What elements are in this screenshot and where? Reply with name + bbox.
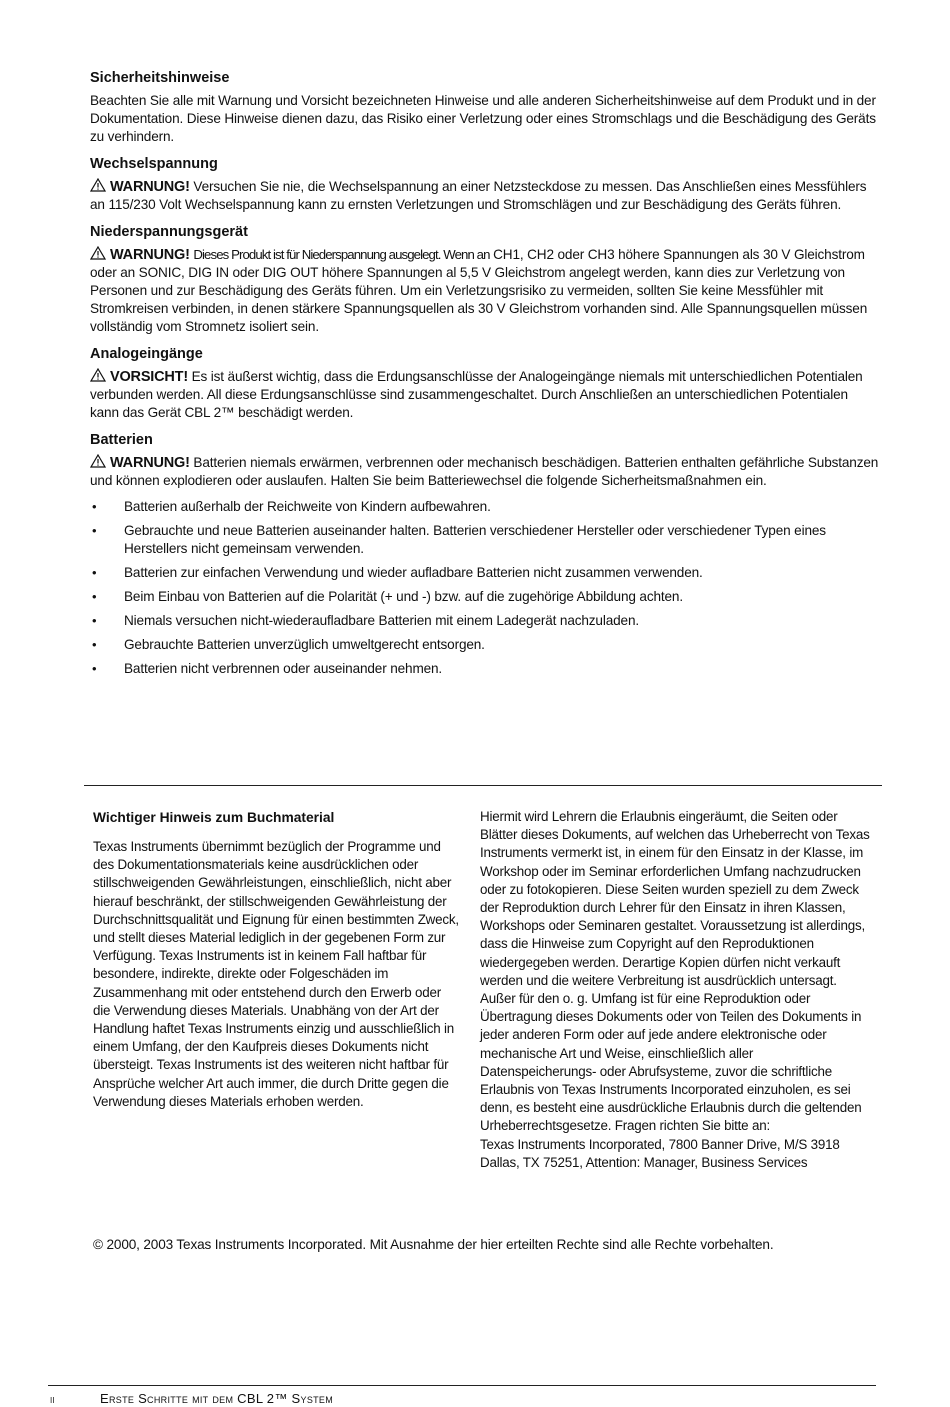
- analog-heading: Analogeingänge: [90, 346, 203, 362]
- list-item: [90, 636, 880, 654]
- low-voltage-warning-text: CH1, CH2 oder CH3 höhere Spannungen als 30 V Gleichstrom oder an SONIC, DIG IN oder DIG OUT höhere Spannungen al 5,5 V Gleichstrom angelegt werden, kann dies zur Verletzung von Personen und zur Beschädigung des Geräts führen. Um ein Verletzungsrisiko zu vermeiden, sollten Sie keine Messfühler mit Stromkreisen verbinden, in denen stärkere Spannungsquellen als 30 V Gleichstrom vorhanden sind. Alle Spannungsquellen müssen vollständig vom Stromnetz isoliert sein.: [90, 247, 868, 334]
- bullet-icon: •: [92, 565, 97, 580]
- analog-warning: [90, 368, 880, 422]
- list-item-text: Beim Einbau von Batterien auf die Polarität (+ und -) bzw. auf die zugehörige Abbildung achten.: [124, 589, 683, 604]
- list-item: [90, 498, 880, 516]
- notice-right-column: [480, 808, 872, 1172]
- ac-warning: [90, 178, 880, 214]
- low-voltage-warning-label: WARNUNG!: [110, 247, 190, 263]
- safety-title: Sicherheitshinweise: [90, 70, 230, 86]
- list-item: [90, 588, 880, 606]
- warning-triangle-icon: [90, 368, 106, 382]
- batteries-warning: [90, 454, 880, 490]
- page-number: ii: [50, 1392, 56, 1406]
- bullet-icon: •: [92, 613, 97, 628]
- battery-precautions-list: [90, 498, 880, 678]
- low-voltage-warning: [90, 246, 880, 336]
- page-footer: [50, 1391, 850, 1407]
- notice-left-text: Texas Instruments übernimmt bezüglich der Programme und des Dokumentationsmaterials keine ausdrücklichen oder stillschweigenden Gewährleistungen, einschließlich, nicht aber hierauf beschränkt, der stillschweigenden Gewährleistung der Durchschnittsqualität und Eignung für einen bestimmten Zweck, und stellt dieses Material lediglich in der gegebenen Form zur Verfügung. Texas Instruments ist in keinem Fall haftbar für besondere, indirekte, direkte oder Folgeschäden im Zusammenhang mit oder entstehend durch den Erwerb oder die Verwendung dieses Materials. Unabhäng von der Art der Handlung haftet Texas Instruments einzig und ausschließlich in einem Umfang, der den Kaufpreis dieses Dokuments nicht übersteigt. Texas Instruments ist des weiteren nicht haftbar für Ansprüche welcher Art auch immer, die durch Dritte gegen die Verwendung dieses Materials erhoben werden.: [93, 839, 459, 1109]
- notice-heading: Wichtiger Hinweis zum Buchmaterial: [93, 810, 335, 825]
- warning-triangle-icon: [90, 454, 106, 468]
- list-item-text: Gebrauchte Batterien unverzüglich umweltgerecht entsorgen.: [124, 637, 485, 652]
- ac-warning-text: Versuchen Sie nie, die Wechselspannung an einer Netzsteckdose zu messen. Das Anschließen eines Messfühlers an 115/230 Volt Wechselspannung kann zu ernsten Verletzungen und Stromschlägen und zur Beschädigung des Geräts führen.: [90, 179, 867, 212]
- ac-heading: Wechselspannung: [90, 156, 218, 172]
- list-item-text: Batterien außerhalb der Reichweite von Kindern aufbewahren.: [124, 499, 491, 514]
- warning-triangle-icon: [90, 246, 106, 260]
- list-item-text: Batterien nicht verbrennen oder auseinander nehmen.: [124, 661, 443, 676]
- section-divider: [84, 785, 882, 786]
- bullet-icon: •: [92, 661, 97, 676]
- low-voltage-warning-narrow: Dieses Produkt ist für Niederspannung ausgelegt. Wenn an: [193, 247, 490, 262]
- notice-right-text: Hiermit wird Lehrern die Erlaubnis eingeräumt, die Seiten oder Blätter dieses Dokuments, auf welchen das Urheberrecht von Texas Instruments vermerkt ist, in einem für den Einsatz in der Klasse, im Workshop oder im Seminar erforderlichen Umfang nachzudrucken oder zu fotokopieren. Diese Seiten wurden speziell zu dem Zweck der Reproduktion durch Lehrer für den Einsatz in ihren Klassen, Workshops oder Seminaren gestaltet. Voraussetzung ist allerdings, dass die Hinweise zum Copyright auf den Reproduktionen wiedergegeben werden. Derartige Kopien dürfen nicht verkauft werden und die weitere Verbreitung ist ausdrücklich untersagt. Außer für den o. g. Umfang ist für eine Reproduktion oder Übertragung dieses Dokuments oder von Teilen des Dokuments in jeder anderen Form oder auf jede andere elektronische oder mechanische Art und Weise, einschließlich aller Datenspeicherungs- oder Abrufsysteme, zuvor die schriftliche Erlaubnis von Texas Instruments Incorporated einzuholen, es sei denn, es besteht eine ausdrückliche Erlaubnis durch die geltenden Urheberrechtsgesetze. Fragen richten Sie bitte an:: [480, 809, 870, 1134]
- batteries-heading: Batterien: [90, 432, 153, 448]
- notice-address-line2: Dallas, TX 75251, Attention: Manager, Business Services: [480, 1154, 808, 1170]
- footer-title: Erste Schritte mit dem CBL 2™ System: [100, 1391, 334, 1406]
- list-item-text: Gebrauchte und neue Batterien auseinander halten. Batterien verschiedener Hersteller oder verschiedener Typen eines Herstellers nicht gemeinsam verwenden.: [124, 523, 826, 556]
- bullet-icon: •: [92, 637, 97, 652]
- list-item-text: Niemals versuchen nicht-wiederaufladbare Batterien mit einem Ladegerät nachzuladen.: [124, 613, 639, 628]
- low-voltage-heading: Niederspannungsgerät: [90, 224, 248, 240]
- list-item-text: Batterien zur einfachen Verwendung und wieder aufladbare Batterien nicht zusammen verwenden.: [124, 565, 703, 580]
- batteries-warning-text: Batterien niemals erwärmen, verbrennen oder mechanisch beschädigen. Batterien enthalten gefährliche Substanzen und können explodieren oder auslaufen. Halten Sie beim Batteriewechsel die folgende Sicherheitsmaßnahmen ein.: [90, 455, 879, 488]
- copyright-notice: © 2000, 2003 Texas Instruments Incorporated. Mit Ausnahme der hier erteilten Rechte sind alle Rechte vorbehalten.: [93, 1237, 774, 1252]
- safety-section: [90, 68, 880, 684]
- safety-intro: Beachten Sie alle mit Warnung und Vorsicht bezeichneten Hinweise und alle anderen Sicherheitshinweise auf dem Produkt und in der Dokumentation. Diese Hinweise dienen dazu, das Risiko einer Verletzung oder eines Stromschlags und die Beschädigung des Geräts zu verhindern.: [90, 93, 876, 144]
- bullet-icon: •: [92, 499, 97, 514]
- list-item: [90, 660, 880, 678]
- warning-triangle-icon: [90, 178, 106, 192]
- list-item: [90, 522, 880, 558]
- notice-address-line1: Texas Instruments Incorporated, 7800 Banner Drive, M/S 3918: [480, 1136, 840, 1152]
- notice-left-column: [93, 808, 459, 1111]
- bullet-icon: •: [92, 523, 97, 538]
- list-item: [90, 564, 880, 582]
- bullet-icon: •: [92, 589, 97, 604]
- footer-divider: [48, 1385, 876, 1386]
- batteries-warning-label: WARNUNG!: [110, 455, 190, 471]
- analog-warning-label: VORSICHT!: [110, 369, 188, 385]
- ac-warning-label: WARNUNG!: [110, 179, 190, 195]
- analog-warning-text: Es ist äußerst wichtig, dass die Erdungsanschlüsse der Analogeingänge niemals mit unterschiedlichen Potentialen verbunden werden. All diese Erdungsanschlüsse sind zusammengeschaltet. Durch Anschließen an unterschiedlichen Potentialen kann das Gerät CBL 2™ beschädigt werden.: [90, 369, 863, 420]
- list-item: [90, 612, 880, 630]
